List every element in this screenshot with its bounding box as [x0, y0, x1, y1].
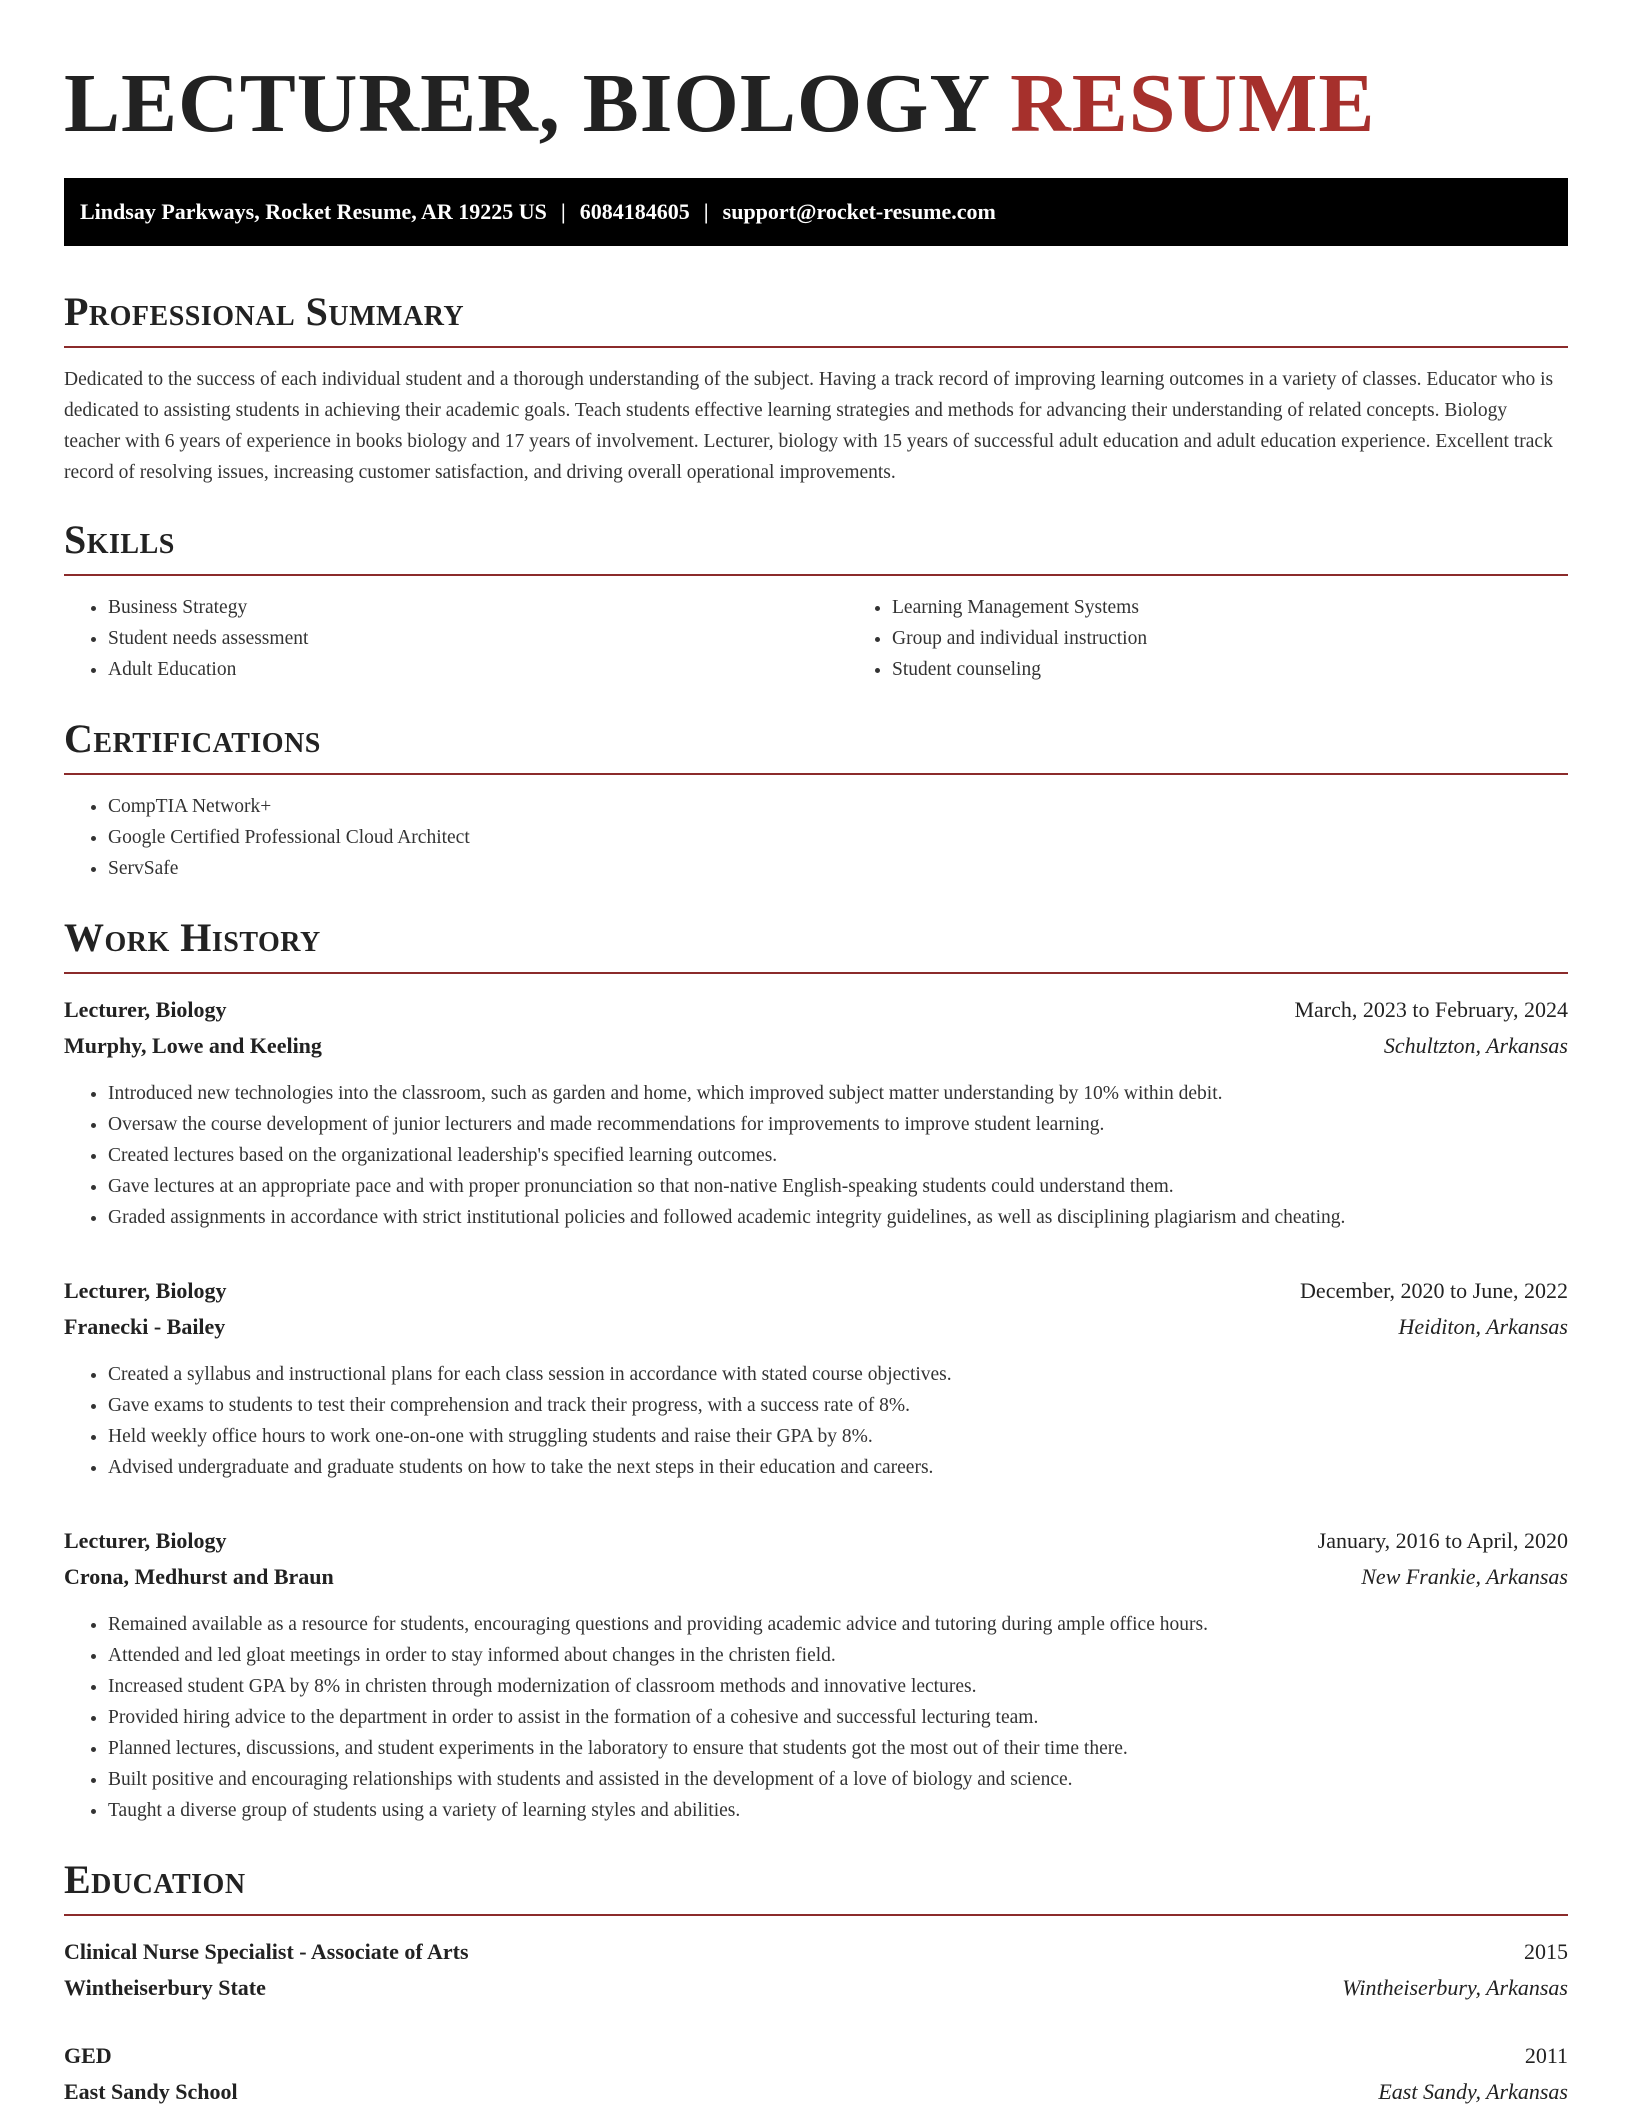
education-school-row	[64, 2074, 1568, 2110]
work-history-heading: Work History	[64, 915, 321, 960]
section-divider	[64, 346, 1568, 348]
education-entry	[64, 1934, 1568, 2006]
contact-address: Lindsay Parkways, Rocket Resume, AR 19225 US	[80, 199, 547, 224]
job-bullet: • Created lectures based on the organizational leadership's specified learning outcomes.	[108, 1140, 1568, 1171]
job-company: Murphy, Lowe and Keeling	[64, 1033, 322, 1058]
job-title-row	[64, 1273, 1568, 1309]
job-bullet: • Gave exams to students to test their comprehension and track their progress, with a success rate of 8%.	[108, 1390, 1568, 1421]
skills-list-left	[64, 592, 848, 685]
resume-title	[64, 0, 1568, 152]
job-dates: December, 2020 to June, 2022	[1300, 1278, 1568, 1303]
contact-email: support@rocket-resume.com	[722, 199, 996, 224]
job-dates: January, 2016 to April, 2020	[1317, 1528, 1568, 1553]
summary-text: Dedicated to the success of each individual student and a thorough understanding of the subject. Having a track record of improving learning outcomes in a variety of classes. Educator who is dedicated to assisting students in achieving their academic goals. Teach students effective learning strategies and methods for advancing their understanding of related concepts. Biology teacher with 6 years of experience in books biology and 17 years of involvement. Lecturer, biology with 15 years of successful adult education and adult education experience. Excellent track record of resolving issues, increasing customer satisfaction, and driving overall operational improvements.	[64, 369, 1554, 483]
certification-item: • Google Certified Professional Cloud Architect	[108, 822, 1568, 853]
skills-heading: Skills	[64, 517, 175, 562]
job-bullets	[64, 1359, 1568, 1483]
job-bullets	[64, 1609, 1568, 1826]
skill-item: • Adult Education	[108, 654, 848, 685]
education-location: East Sandy, Arkansas	[1378, 2079, 1568, 2104]
job-bullet: • Oversaw the course development of junior lecturers and made recommendations for improvements to improve student learning.	[108, 1109, 1568, 1140]
skill-item: • Student counseling	[892, 654, 1568, 685]
contact-separator: |	[703, 199, 709, 224]
job-company-row	[64, 1559, 1568, 1595]
certifications-list	[64, 791, 1568, 884]
section-divider	[64, 574, 1568, 576]
contact-phone: 6084184605	[579, 199, 690, 224]
job-title: Lecturer, Biology	[64, 997, 227, 1022]
job-title: Lecturer, Biology	[64, 1278, 227, 1303]
job-company: Franecki - Bailey	[64, 1314, 226, 1339]
job-location: Schultzton, Arkansas	[1383, 1033, 1568, 1058]
education-school: East Sandy School	[64, 2079, 238, 2104]
job-bullet: • Taught a diverse group of students using a variety of learning styles and abilities.	[108, 1795, 1568, 1826]
certifications-section	[64, 715, 1568, 884]
education-location: Wintheiserbury, Arkansas	[1342, 1975, 1568, 2000]
job-bullet: • Graded assignments in accordance with strict institutional policies and followed academic integrity guidelines, as well as disciplining plagiarism and cheating.	[108, 1202, 1568, 1233]
title-accent: RESUME	[1010, 57, 1376, 150]
job-bullet: • Planned lectures, discussions, and student experiments in the laboratory to ensure that students got the most out of their time there.	[108, 1733, 1568, 1764]
education-degree: GED	[64, 2043, 112, 2068]
job-bullet: • Created a syllabus and instructional plans for each class session in accordance with stated course objectives.	[108, 1359, 1568, 1390]
section-divider	[64, 773, 1568, 775]
job-bullet: • Increased student GPA by 8% in christen through modernization of classroom methods and innovative lectures.	[108, 1671, 1568, 1702]
job-title: Lecturer, Biology	[64, 1528, 227, 1553]
job-company: Crona, Medhurst and Braun	[64, 1564, 334, 1589]
education-degree: Clinical Nurse Specialist - Associate of Arts	[64, 1939, 469, 1964]
job-title-row	[64, 992, 1568, 1028]
job-entry	[64, 1523, 1568, 1826]
skills-grid	[64, 592, 1568, 685]
education-school: Wintheiserbury State	[64, 1975, 266, 2000]
job-location: New Frankie, Arkansas	[1361, 1564, 1568, 1589]
education-entry	[64, 2038, 1568, 2110]
skill-item: • Business Strategy	[108, 592, 848, 623]
education-year: 2015	[1524, 1939, 1568, 1964]
education-heading: Education	[64, 1857, 246, 1902]
job-bullet: • Provided hiring advice to the department in order to assist in the formation of a cohesive and successful lecturing team.	[108, 1702, 1568, 1733]
contact-bar	[64, 178, 1568, 246]
certification-item: • ServSafe	[108, 853, 1568, 884]
job-bullet: • Attended and led gloat meetings in order to stay informed about changes in the christen field.	[108, 1640, 1568, 1671]
education-degree-row	[64, 2038, 1568, 2074]
job-entry	[64, 1273, 1568, 1483]
education-section	[64, 1856, 1568, 2110]
work-history-section	[64, 914, 1568, 1826]
education-year: 2011	[1524, 2043, 1568, 2068]
job-bullet: • Gave lectures at an appropriate pace and with proper pronunciation so that non-native English-speaking students could understand them.	[108, 1171, 1568, 1202]
summary-section	[64, 288, 1568, 488]
job-bullet: • Advised undergraduate and graduate students on how to take the next steps in their education and careers.	[108, 1452, 1568, 1483]
section-divider	[64, 972, 1568, 974]
job-location: Heiditon, Arkansas	[1398, 1314, 1568, 1339]
job-entry	[64, 992, 1568, 1233]
job-bullets	[64, 1078, 1568, 1233]
summary-heading: Professional Summary	[64, 289, 465, 334]
skill-item: • Student needs assessment	[108, 623, 848, 654]
section-divider	[64, 1914, 1568, 1916]
job-company-row	[64, 1309, 1568, 1345]
certifications-heading: Certifications	[64, 716, 321, 761]
job-bullet: • Remained available as a resource for students, encouraging questions and providing academic advice and tutoring during ample office hours.	[108, 1609, 1568, 1640]
job-bullet: • Introduced new technologies into the classroom, such as garden and home, which improved subject matter understanding by 10% within debit.	[108, 1078, 1568, 1109]
job-bullet: • Built positive and encouraging relationships with students and assisted in the development of a love of biology and science.	[108, 1764, 1568, 1795]
skills-list-right	[848, 592, 1568, 685]
job-bullet: • Held weekly office hours to work one-on-one with struggling students and raise their GPA by 8%.	[108, 1421, 1568, 1452]
education-school-row	[64, 1970, 1568, 2006]
contact-separator: |	[560, 199, 566, 224]
skill-item: • Learning Management Systems	[892, 592, 1568, 623]
education-degree-row	[64, 1934, 1568, 1970]
title-main: LECTURER, BIOLOGY	[64, 57, 989, 150]
skills-section	[64, 516, 1568, 685]
certification-item: • CompTIA Network+	[108, 791, 1568, 822]
job-dates: March, 2023 to February, 2024	[1294, 997, 1568, 1022]
job-company-row	[64, 1028, 1568, 1064]
skill-item: • Group and individual instruction	[892, 623, 1568, 654]
job-title-row	[64, 1523, 1568, 1559]
